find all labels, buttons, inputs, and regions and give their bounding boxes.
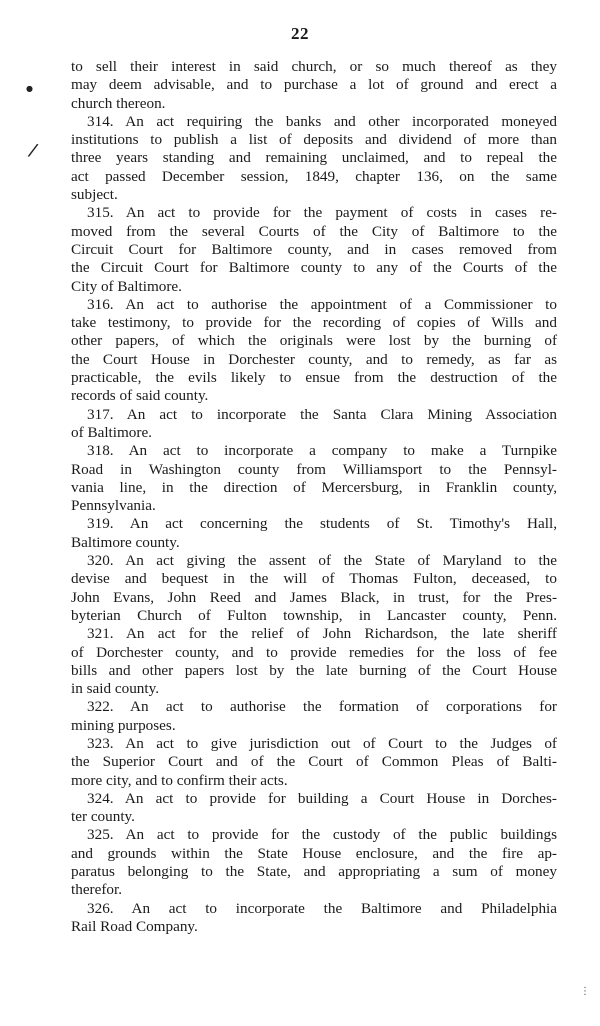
text-line: ter county. (71, 808, 135, 826)
corner-smudge-mark: ⋮ (580, 986, 590, 997)
margin-dot-mark: ● (26, 84, 33, 93)
text-line: other papers, of which the originals were lost by the burning of (71, 332, 557, 350)
text-line: in said county. (71, 680, 160, 698)
text-line: act passed December session, 1849, chapter 136, on the same (71, 167, 557, 185)
text-line: church thereon. (71, 94, 166, 112)
text-line: 322. An act to authorise the formation of corporations for (87, 698, 557, 716)
body-text (71, 58, 557, 936)
text-line: therefor. (71, 881, 123, 899)
text-line: 314. An act requiring the banks and other incorporated moneyed (87, 112, 557, 130)
text-line: 317. An act to incorporate the Santa Clara Mining Association (87, 405, 557, 423)
text-line: moved from the several Courts of the City of Baltimore to the (71, 222, 557, 240)
text-line: devise and bequest in the will of Thomas Fulton, deceased, to (71, 570, 557, 588)
text-line: 315. An act to provide for the payment of costs in cases re- (87, 204, 557, 222)
text-line: subject. (71, 186, 118, 204)
text-line: 318. An act to incorporate a company to make a Turnpike (87, 442, 557, 460)
text-line: the Circuit Court for Baltimore county to any of the Courts of the (71, 259, 557, 277)
text-line: byterian Church of Fulton township, in Lancaster county, Penn. (71, 606, 557, 624)
text-line: Rail Road Company. (71, 917, 198, 935)
text-line: records of said county. (71, 387, 209, 405)
text-line: more city, and to confirm their acts. (71, 771, 288, 789)
text-line: to sell their interest in said church, or so much thereof as they (71, 58, 557, 75)
text-line: institutions to publish a list of deposits and dividend of more than (71, 131, 557, 149)
text-line: 324. An act to provide for building a Court House in Dorches- (87, 789, 557, 807)
text-line: 326. An act to incorporate the Baltimore and Philadelphia (87, 899, 557, 917)
text-line: 320. An act giving the assent of the State of Maryland to the (87, 552, 557, 570)
text-line: Baltimore county. (71, 533, 180, 551)
margin-tick-mark: / (26, 139, 40, 162)
text-line: John Evans, John Reed and James Black, in trust, for the Pres- (71, 588, 557, 606)
text-line: the Superior Court and of the Court of Common Pleas of Balti- (71, 753, 557, 771)
text-line: Pennsylvania. (71, 497, 156, 515)
text-line: 321. An act for the relief of John Richardson, the late sheriff (87, 625, 557, 643)
text-line: take testimony, to provide for the recording of copies of Wills and (71, 314, 557, 332)
text-line: Road in Washington county from Williamsport to the Pennsyl- (71, 460, 557, 478)
text-line: 323. An act to give jurisdiction out of Court to the Judges of (87, 734, 557, 752)
text-line: Circuit Court for Baltimore county, and in cases removed from (71, 240, 557, 258)
text-line: City of Baltimore. (71, 277, 182, 295)
text-line: the Court House in Dorchester county, and to remedy, as far as (71, 350, 557, 368)
page-number: 22 (291, 24, 309, 43)
text-line: bills and other papers lost by the late burning of the Court House (71, 661, 557, 679)
text-line: of Baltimore. (71, 423, 152, 441)
text-line: may deem advisable, and to purchase a lot of ground and erect a (71, 76, 557, 94)
text-line: 316. An act to authorise the appointment of a Commissioner to (87, 295, 557, 313)
text-line: 325. An act to provide for the custody of the public buildings (87, 826, 557, 844)
text-line: mining purposes. (71, 716, 176, 734)
text-line: vania line, in the direction of Mercersburg, in Franklin county, (71, 478, 557, 496)
text-line: paratus belonging to the State, and appropriating a sum of money (71, 863, 557, 881)
text-line: three years standing and remaining unclaimed, and to repeal the (71, 149, 557, 167)
text-line: practicable, the evils likely to ensue from the destruction of the (71, 369, 557, 387)
text-line: of Dorchester county, and to provide remedies for the loss of fee (71, 643, 557, 661)
text-line: and grounds within the State House enclosure, and the fire ap- (71, 844, 557, 862)
text-line: 319. An act concerning the students of St. Timothy's Hall, (87, 515, 557, 533)
